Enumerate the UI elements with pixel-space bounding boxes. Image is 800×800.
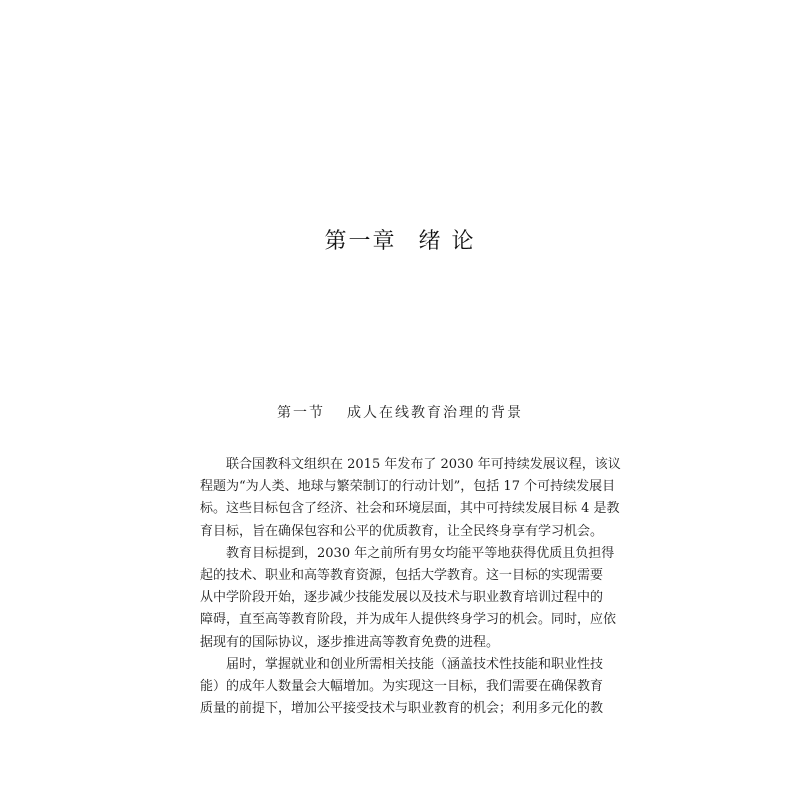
paragraph-line: 起的技术、职业和高等教育资源，包括大学教育。这一目标的实现需要 <box>200 567 604 583</box>
section-number: 第一节 <box>277 405 325 421</box>
body-text <box>200 454 621 720</box>
paragraph-line: 届时，掌握就业和创业所需相关技能（涵盖技术性技能和职业性技 <box>226 656 604 672</box>
chapter-heading <box>0 224 800 255</box>
chapter-number: 第一章 <box>324 229 397 254</box>
paragraph-line: 育目标，旨在确保包容和公平的优质教育，让全民终身享有学习机会。 <box>200 523 604 539</box>
section-title: 成人在线教育治理的背景 <box>347 405 523 421</box>
paragraph-line: 联合国教科文组织在 2015 年发布了 2030 年可持续发展议程，该议 <box>226 457 621 472</box>
section-heading <box>0 402 800 422</box>
chapter-title: 绪 论 <box>418 229 476 254</box>
paragraph-line: 能）的成年人数量会大幅增加。为实现这一目标，我们需要在确保教育 <box>200 678 604 694</box>
paragraph-line: 标。这些目标包含了经济、社会和环境层面，其中可持续发展目标 4 是教 <box>200 501 620 517</box>
paragraph-line: 程题为“为人类、地球与繁荣制订的行动计划”，包括 17 个可持续发展目 <box>200 479 616 495</box>
paragraph-line: 质量的前提下，增加公平接受技术与职业教育的机会；利用多元化的教 <box>200 701 604 717</box>
paragraph-line: 从中学阶段开始，逐步减少技能发展以及技术与职业教育培训过程中的 <box>200 590 604 606</box>
paragraph-line: 障碍，直至高等教育阶段，并为成年人提供终身学习的机会。同时，应依 <box>200 612 617 628</box>
paragraph-line: 教育目标提到，2030 年之前所有男女均能平等地获得优质且负担得 <box>226 545 615 561</box>
paragraph-line: 据现有的国际协议，逐步推进高等教育免费的进程。 <box>200 634 500 650</box>
